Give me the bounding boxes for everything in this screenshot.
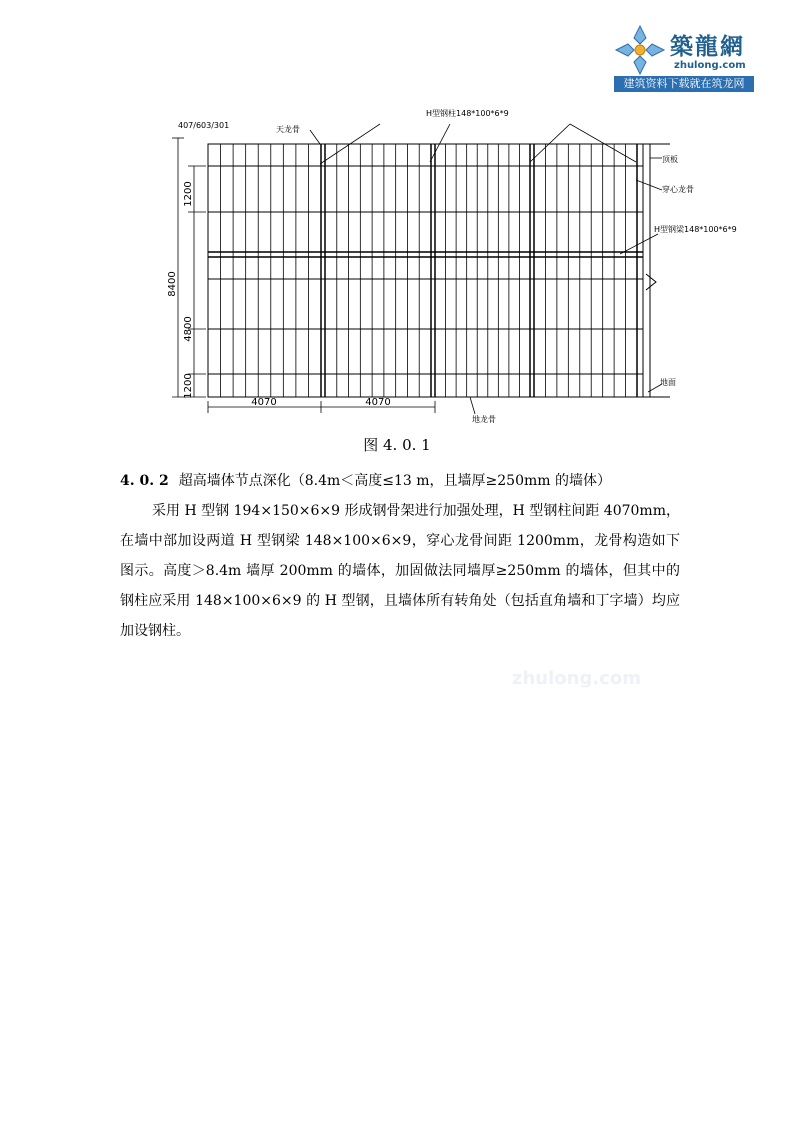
- drawing-code-label: 407/603/301: [178, 121, 230, 130]
- body-paragraph: 采用 H 型钢 194×150×6×9 形成钢骨架进行加强处理，H 型钢柱间距 4070mm，在墙中部加设两道 H 型钢梁 148×100×6×9，穿心龙骨间距 1200mm，龙骨构造如下图示。高度＞8.4m 墙厚 200mm 的墙体，加固做法同墙厚≥250mm 的墙体，但其中的钢柱应采用 148×100×6×9 的 H 型钢，且墙体所有转角处（包括直角墙和丁字墙）均应加设钢柱。: [120, 503, 680, 639]
- section-heading: [120, 466, 680, 496]
- dim-4070-b: 4070: [365, 397, 391, 408]
- dim-4070-a: 4070: [251, 397, 277, 408]
- ground-label: 地面: [660, 378, 676, 387]
- snowflake-logo-icon: [612, 24, 668, 76]
- h-column-label: H型钢柱148*100*6*9: [426, 109, 509, 118]
- logo-brand: 築龍網: [670, 34, 745, 60]
- watermark: zhulong.com: [512, 668, 641, 689]
- zhulong-logo: [612, 22, 757, 94]
- ground-keel-label: 地龙骨: [472, 415, 496, 424]
- through-keel-label: 穿心龙骨: [662, 185, 694, 194]
- vertical-studs: [221, 144, 626, 397]
- top-keel-label: 天龙骨: [276, 125, 300, 134]
- wall-outline: [208, 144, 643, 397]
- dim-1200-top: 1200: [183, 181, 194, 207]
- dim-1200-bottom: 1200: [183, 373, 194, 399]
- logo-domain: zhulong.com: [674, 60, 746, 71]
- section-number: 4. 0. 2: [120, 473, 169, 489]
- dim-4800: 4800: [183, 316, 194, 342]
- h-beam-label: H型钢梁148*100*6*9: [654, 225, 737, 234]
- section-title: 超高墙体节点深化（8.4m＜高度≤13 m，且墙厚≥250mm 的墙体）: [178, 473, 611, 489]
- logo-tagline: 建筑资料下载就在筑龙网: [614, 76, 754, 92]
- top-plate-label: 顶板: [662, 155, 678, 164]
- dim-total: 8400: [167, 271, 178, 297]
- figure-caption: 图 4. 0. 1: [363, 436, 431, 454]
- wall-framing-drawing: [150, 104, 737, 429]
